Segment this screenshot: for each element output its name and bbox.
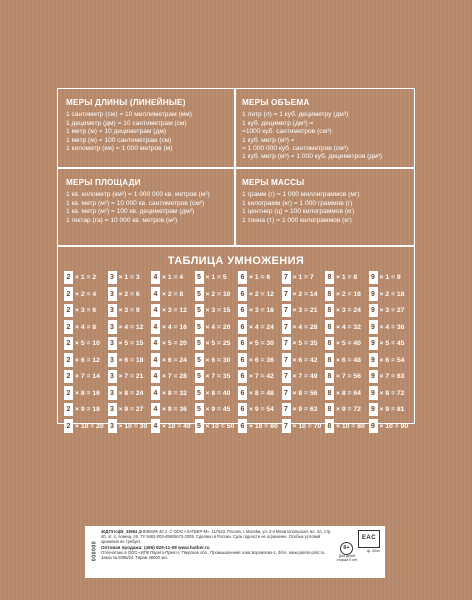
multiplier-box: 2 [64,271,73,284]
multiplication-item [369,287,411,300]
multiplication-item [282,287,324,300]
multiplication-item [64,386,106,399]
multiplier-box: 5 [195,320,204,333]
multiplication-item [325,419,367,432]
multiplication-expression: × 4 = 28 [292,323,318,331]
multiplier-box: 4 [151,419,160,432]
multiplier-box: 3 [108,403,117,416]
multiplier-box: 4 [151,386,160,399]
multiplication-expression: × 1 = 6 [249,274,271,282]
multiplication-item [282,320,324,333]
multiplication-item [325,304,367,317]
multiplication-item [108,419,150,432]
multiplication-item [195,386,237,399]
multiplier-box: 9 [369,353,378,366]
multiplication-expression: × 3 = 24 [336,307,361,315]
volume-line: 1 куб. метр (м³) = 1 000 куб. дециметров (дм³) [242,153,383,161]
multiplier-box: 8 [325,419,334,432]
multiplier-box: 5 [195,337,204,350]
multiplication-item [369,304,411,317]
multiplication-item [369,386,411,399]
multiplication-item [108,287,150,300]
multiplication-item [151,370,193,383]
multiplication-expression: × 9 = 45 [205,406,231,414]
multiplication-expression: × 3 = 9 [118,307,140,315]
multiplier-box: 7 [282,419,291,432]
multiplication-item [151,386,193,399]
multiplier-box: 7 [282,403,291,416]
multiplication-item [238,353,280,366]
age-rating-caption: Для детей старше 6 лет [336,554,358,562]
multiplication-expression: × 7 = 35 [205,373,231,381]
multiplication-item [195,320,237,333]
multiplier-box: 9 [369,304,378,317]
multiplier-box: 3 [108,419,117,432]
multiplication-item [64,370,106,383]
multiplication-item [325,287,367,300]
mass-line: 1 грамм (г) = 1 000 миллиграммов (мг) [242,191,360,199]
multiplier-box: 5 [195,403,204,416]
multiplier-box: 8 [325,337,334,350]
multiplier-box: 2 [64,304,73,317]
multiplication-item [369,337,411,350]
printer-line: Отпечатано в ООО «ИПК Парето-Принт», Тверская обл., Промышленная зона Боровлево-1, 3/4А. www.pareto-print.ru. Заказ № 8495/24. Тираж 48000 экз. [101,549,326,560]
wholesale-line: Оптовая продажа: (495) 925-11-08 www.hatber.ru [101,544,210,550]
multiplication-item [369,403,411,416]
multiplication-item [282,386,324,399]
multiplication-expression: × 6 = 48 [336,356,361,364]
length-line: 1 километр (км) = 1 000 метров (м) [66,145,173,153]
multiplier-box: 5 [195,304,204,317]
length-line: 1 сантиметр (см) = 10 миллиметрам (мм) [66,111,192,119]
multiplication-expression: × 5 = 10 [75,340,100,348]
multiplier-box: 5 [195,287,204,300]
multiplication-item [325,271,367,284]
multiplication-item [151,337,193,350]
mass-title: МЕРЫ МАССЫ [242,178,305,187]
multiplier-box: 7 [282,370,291,383]
multiplication-item [195,419,237,432]
multiplication-expression: × 4 = 24 [249,323,274,331]
multiplication-item [108,353,150,366]
area-line: 1 кв. метр (м²) = 10 000 кв. сантиметров (см²) [66,199,205,207]
mass-line: 1 центнер (ц) = 100 килограммов (кг) [242,208,355,216]
horizontal-divider-bottom [58,245,414,247]
multiplication-item [108,386,150,399]
multiplication-item [151,320,193,333]
multiplication-item [151,419,193,432]
multiplication-item [64,403,106,416]
multiplier-box: 9 [369,271,378,284]
multiplier-box: 3 [108,271,117,284]
multiplication-expression: × 9 = 81 [379,406,405,414]
volume-line: =1000 куб. сантиметров (см³) [242,128,332,136]
multiplication-expression: × 5 = 25 [205,340,231,348]
multiplier-box: 6 [238,304,247,317]
multiplication-expression: × 6 = 36 [249,356,274,364]
multiplication-item [325,370,367,383]
multiplication-expression: × 1 = 3 [118,274,140,282]
multiplication-expression: × 7 = 63 [379,373,405,381]
multiplier-box: 6 [238,320,247,333]
multiplication-item [369,320,411,333]
multiplication-expression: × 1 = 7 [292,274,314,282]
multiplication-expression: × 2 = 6 [118,290,140,298]
multiplication-expression: × 6 = 30 [205,356,231,364]
multiplication-expression: × 5 = 30 [249,340,274,348]
multiplication-item [108,337,150,350]
multiplication-item [325,353,367,366]
multiplication-expression: × 10 = 40 [162,422,191,430]
multiplication-expression: × 4 = 36 [379,323,405,331]
multiplication-item [282,403,324,416]
imprint-description: ДНЕВНИК 40 л. © ООО «ХАТБЕР-М». 117623, Россия, г. Москва, ул. 2-я Мелитопольская, вл. 4А, стр. 40, эт. 4, помещ. 26. ТУ 5462-003-49925672-2005. Сделано в России. Срок годности не ограничен. Особых условий хранения не требует. [101,529,332,545]
multiplication-item [238,271,280,284]
multiplication-item [195,353,237,366]
multiplication-expression: × 2 = 4 [75,290,97,298]
multiplication-expression: × 4 = 20 [205,323,231,331]
multiplier-box: 6 [238,370,247,383]
multiplication-expression: × 1 = 9 [379,274,401,282]
multiplication-expression: × 7 = 28 [162,373,187,381]
eac-mark-icon: EAC [358,530,380,548]
multiplier-box: 3 [108,337,117,350]
multiplier-box: 5 [195,271,204,284]
multiplication-expression: × 10 = 80 [336,422,365,430]
multiplication-item [151,304,193,317]
length-measures [66,99,236,153]
multiplier-box: 2 [64,370,73,383]
multiplication-item [282,337,324,350]
multiplication-item [64,271,106,284]
multiplication-expression: × 6 = 54 [379,356,405,364]
multiplication-expression: × 7 = 21 [118,373,144,381]
multiplication-expression: × 7 = 49 [292,373,318,381]
multiplier-box: 3 [108,320,117,333]
multiplication-expression: × 8 = 56 [292,389,318,397]
multiplication-expression: × 1 = 2 [75,274,97,282]
multiplication-item [195,403,237,416]
multiplier-box: 4 [151,271,160,284]
multiplication-expression: × 2 = 16 [336,290,361,298]
multiplier-box: 4 [151,370,160,383]
multiplier-box: 9 [369,403,378,416]
multiplication-item [238,287,280,300]
barcode-digits: 000000 [89,541,96,563]
multiplier-box: 8 [325,370,334,383]
multiplier-box: 3 [108,386,117,399]
multiplication-item [195,304,237,317]
multiplication-title: ТАБЛИЦА УМНОЖЕНИЯ [167,255,305,267]
multiplication-grid [64,271,411,433]
multiplication-expression: × 4 = 8 [75,323,97,331]
multiplication-expression: × 7 = 42 [249,373,274,381]
multiplication-expression: × 10 = 20 [75,422,104,430]
imprint-block [85,526,385,578]
multiplier-box: 2 [64,386,73,399]
multiplication-item [151,353,193,366]
multiplication-item [64,320,106,333]
multiplication-item [282,271,324,284]
multiplication-expression: × 1 = 5 [205,274,227,282]
multiplier-box: 7 [282,271,291,284]
multiplication-item [64,337,106,350]
multiplication-expression: × 4 = 32 [336,323,361,331]
barcode-number [85,528,99,576]
mass-line: 1 тонна (т) = 1 000 килограммов (кг) [242,216,352,224]
multiplier-box: 2 [64,337,73,350]
multiplier-box: 7 [282,337,291,350]
volume-line: 1 литр (л) = 1 куб. дециметру (дм³) [242,111,349,119]
multiplication-item [195,370,237,383]
multiplier-box: 6 [238,403,247,416]
multiplier-box: 9 [369,337,378,350]
multiplier-box: 5 [195,419,204,432]
multiplication-item [108,370,150,383]
article-code: 40ДТ5тоф8_33684 [101,529,138,534]
multiplication-expression: × 10 = 60 [249,422,278,430]
multiplication-expression: × 9 = 18 [75,406,100,414]
multiplier-box: 6 [238,287,247,300]
multiplier-box: 2 [64,419,73,432]
multiplication-expression: × 4 = 12 [118,323,144,331]
area-line: 1 кв. метр (м²) = 100 кв. дециметрам (дм²) [66,208,195,216]
multiplication-item [238,337,280,350]
multiplication-item [108,271,150,284]
multiplier-box: 8 [325,353,334,366]
multiplication-item [238,370,280,383]
multiplication-expression: × 9 = 27 [118,406,144,414]
area-measures [66,179,236,225]
multiplier-box: 3 [108,353,117,366]
multiplication-item [369,271,411,284]
multiplication-expression: × 2 = 14 [292,290,318,298]
multiplication-item [195,287,237,300]
multiplication-item [325,403,367,416]
multiplication-expression: × 2 = 8 [162,290,184,298]
multiplication-expression: × 10 = 50 [205,422,235,430]
multiplication-expression: × 5 = 35 [292,340,318,348]
multiplication-item [238,320,280,333]
multiplication-expression: × 5 = 40 [336,340,361,348]
multiplication-expression: × 5 = 20 [162,340,187,348]
multiplier-box: 4 [151,304,160,317]
multiplier-box: 9 [369,419,378,432]
multiplication-item [108,304,150,317]
multiplication-expression: × 9 = 63 [292,406,318,414]
mass-line: 1 килограмм (кг) = 1 000 граммов (г) [242,199,353,207]
multiplier-box: 7 [282,386,291,399]
multiplier-box: 8 [325,271,334,284]
multiplication-item [151,403,193,416]
multiplication-item [64,287,106,300]
multiplier-box: 7 [282,353,291,366]
multiplication-item [282,370,324,383]
multiplier-box: 8 [325,386,334,399]
multiplier-box: 6 [238,337,247,350]
multiplication-item [325,320,367,333]
multiplication-item [282,304,324,317]
multiplication-expression: × 6 = 12 [75,356,100,364]
multiplier-box: 9 [369,287,378,300]
multiplier-box: 8 [325,304,334,317]
multiplier-box: 9 [369,370,378,383]
multiplication-expression: × 3 = 15 [205,307,231,315]
area-title: МЕРЫ ПЛОЩАДИ [66,178,141,187]
multiplication-expression: × 1 = 4 [162,274,184,282]
area-line: 1 гектар (га) = 10 000 кв. метров (м²) [66,216,178,224]
volume-measures [242,99,412,162]
multiplier-box: 7 [282,320,291,333]
multiplication-expression: × 10 = 90 [379,422,409,430]
multiplication-expression: × 8 = 24 [118,389,144,397]
volume-line: = 1 000 000 куб. сантиметров (см³) [242,145,349,153]
multiplier-box: 2 [64,353,73,366]
multiplication-item [151,271,193,284]
multiplication-item [369,370,411,383]
multiplication-item [238,419,280,432]
multiplication-expression: × 6 = 18 [118,356,144,364]
multiplication-item [108,403,150,416]
multiplication-expression: × 9 = 72 [336,406,361,414]
length-line: 1 дециметр (дм) = 10 сантиметрам (см) [66,119,187,127]
multiplier-box: 5 [195,370,204,383]
multiplier-box: 6 [238,386,247,399]
multiplication-expression: × 3 = 12 [162,307,187,315]
multiplication-expression: × 7 = 56 [336,373,361,381]
multiplication-expression: × 8 = 40 [205,389,231,397]
multiplication-item [195,271,237,284]
multiplication-expression: × 1 = 8 [336,274,358,282]
multiplier-box: 6 [238,419,247,432]
multiplier-box: 7 [282,304,291,317]
multiplication-expression: × 6 = 42 [292,356,318,364]
multiplication-expression: × 8 = 64 [336,389,361,397]
reference-panel [57,88,415,430]
volume-title: МЕРЫ ОБЪЕМА [242,98,310,107]
length-line: 1 метр (м) = 100 сантиметрам (см) [66,136,172,144]
multiplication-expression: × 2 = 18 [379,290,405,298]
area-line: 1 кв. километр (км²) = 1 000 000 кв. метров (м²) [66,191,210,199]
multiplier-box: 8 [325,320,334,333]
multiplication-item [151,287,193,300]
multiplication-expression: × 3 = 6 [75,307,97,315]
multiplication-item [325,337,367,350]
mass-measures [242,179,412,225]
multiplier-box: 3 [108,304,117,317]
multiplication-item [238,304,280,317]
multiplication-expression: × 8 = 32 [162,389,187,397]
multiplication-expression: × 7 = 14 [75,373,100,381]
multiplication-item [325,386,367,399]
multiplication-item [369,353,411,366]
multiplication-expression: × 2 = 12 [249,290,274,298]
multiplication-expression: × 8 = 48 [249,389,274,397]
age-rating-badge: 6+ [340,542,353,555]
multiplier-box: 9 [369,320,378,333]
multiplier-box: 4 [151,403,160,416]
multiplication-item [64,353,106,366]
multiplier-box: 8 [325,287,334,300]
multiplication-expression: × 3 = 27 [379,307,405,315]
multiplication-expression: × 5 = 15 [118,340,144,348]
imprint-text [101,529,336,560]
length-line: 1 метр (м) = 10 дециметрам (дм) [66,128,167,136]
multiplication-expression: × 4 = 16 [162,323,187,331]
multiplier-box: 4 [151,287,160,300]
multiplication-item [238,403,280,416]
multiplication-expression: × 3 = 18 [249,307,274,315]
multiplication-expression: × 5 = 45 [379,340,405,348]
length-title: МЕРЫ ДЛИНЫ (ЛИНЕЙНЫЕ) [66,98,186,107]
multiplication-item [369,419,411,432]
multiplication-item [64,419,106,432]
multiplier-box: 4 [151,337,160,350]
multiplication-expression: × 2 = 10 [205,290,231,298]
multiplication-expression: × 10 = 30 [118,422,148,430]
multiplication-item [195,337,237,350]
multiplication-item [238,386,280,399]
volume-line: 1 куб. метр (м³) = [242,136,295,144]
multiplication-expression: × 8 = 72 [379,389,405,397]
multiplier-box: 6 [238,353,247,366]
multiplication-expression: × 9 = 36 [162,406,187,414]
multiplier-box: 4 [151,320,160,333]
multiplication-expression: × 6 = 24 [162,356,187,364]
multiplier-box: 2 [64,403,73,416]
multiplication-expression: × 10 = 70 [292,422,322,430]
multiplication-expression: × 8 = 16 [75,389,100,397]
multiplication-item [282,419,324,432]
multiplier-box: 7 [282,287,291,300]
multiplier-box: 6 [238,271,247,284]
multiplier-box: 5 [195,353,204,366]
multiplier-box: 8 [325,403,334,416]
multiplication-item [64,304,106,317]
multiplier-box: 2 [64,287,73,300]
multiplier-box: 9 [369,386,378,399]
multiplier-box: 4 [151,353,160,366]
multiplier-box: 2 [64,320,73,333]
multiplication-item [108,320,150,333]
multiplication-expression: × 3 = 21 [292,307,318,315]
volume-line: 1 куб. дециметр (дм³) = [242,119,314,127]
multiplier-box: 3 [108,287,117,300]
multiplication-expression: × 9 = 54 [249,406,274,414]
multiplier-box: 5 [195,386,204,399]
multiplier-box: 3 [108,370,117,383]
horizontal-divider-mid [58,167,414,169]
format-label: ф. 20хх [366,549,380,553]
multiplication-item [282,353,324,366]
